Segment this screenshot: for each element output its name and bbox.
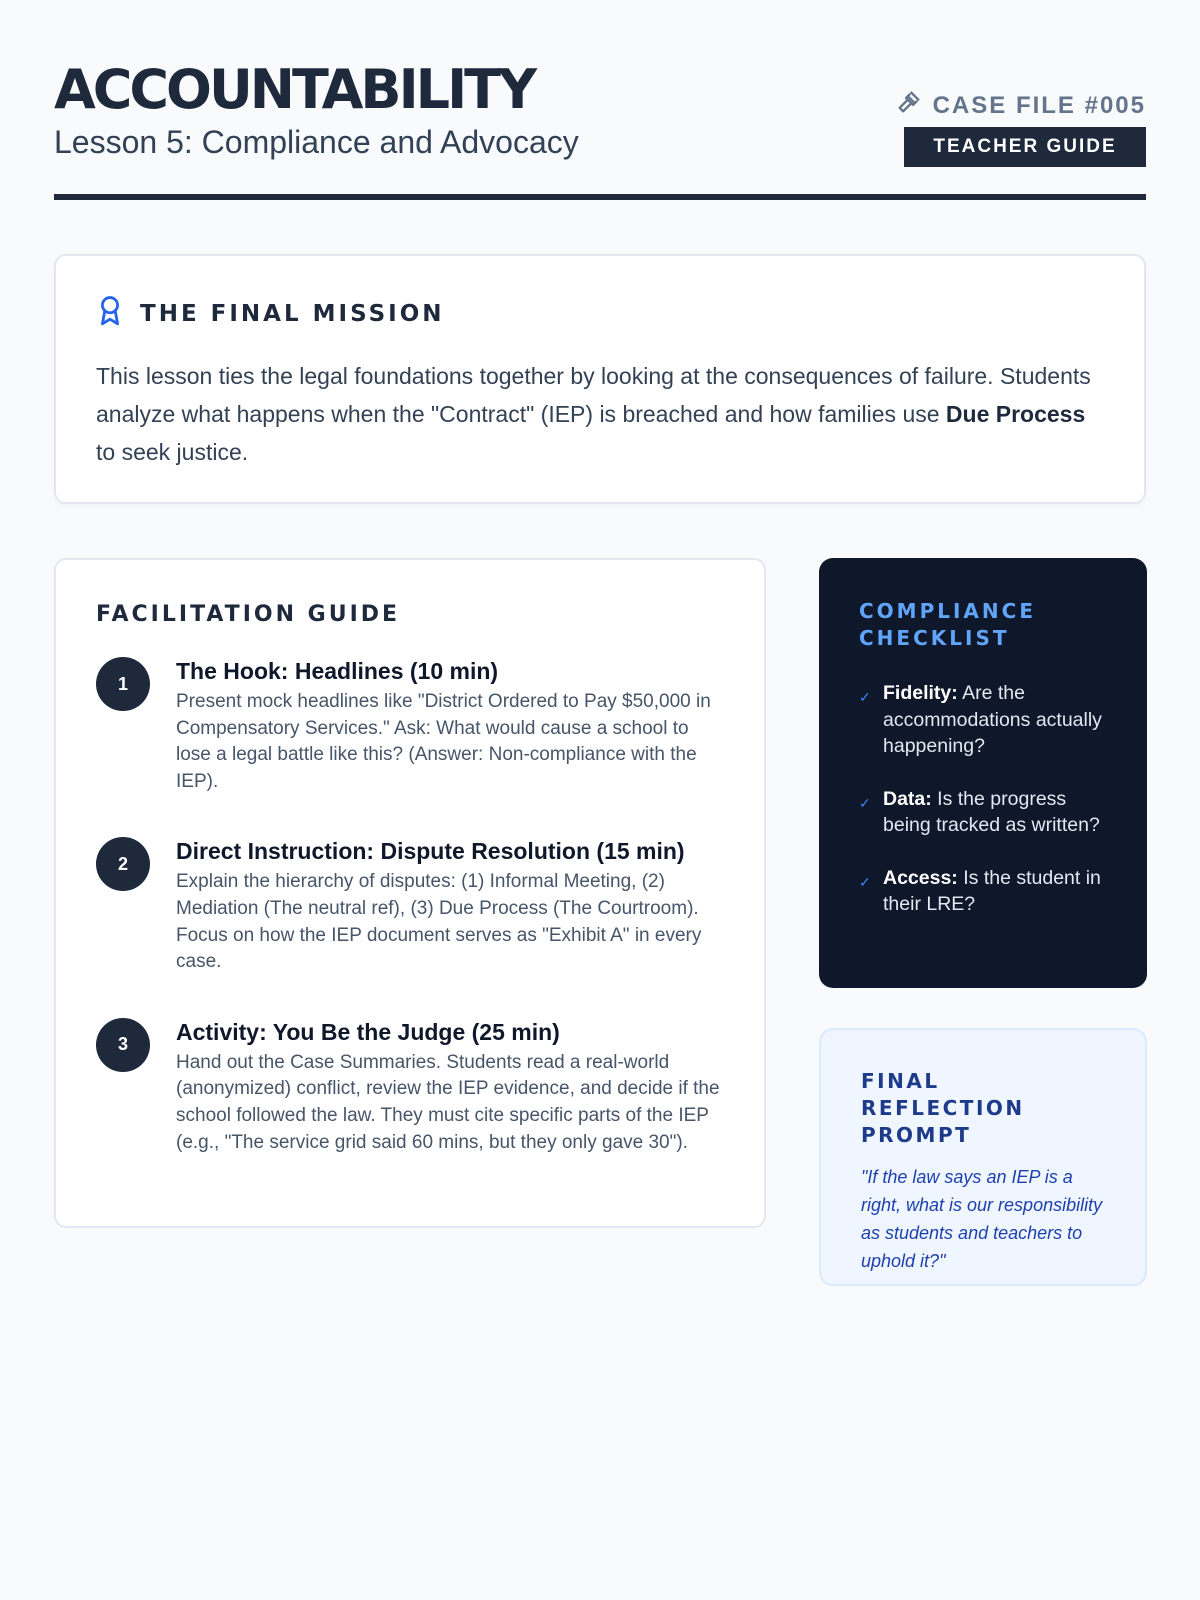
facilitation-step	[96, 657, 724, 795]
case-file-label	[895, 88, 1146, 123]
facilitation-title: FACILITATION GUIDE	[96, 602, 401, 627]
step-description: Hand out the Case Summaries. Students read a real-world (anonymized) conflict, review the IEP evidence, and decide if the school followed the law. They must cite specific parts of the IEP (e.g., "The service grid said 60 mins, but they only gave 30").	[176, 1051, 720, 1153]
checklist-item-text	[883, 865, 1107, 918]
step-title: Direct Instruction: Dispute Resolution (15 min)	[176, 838, 685, 865]
checklist-term: Fidelity:	[883, 682, 958, 704]
mission-text-end: to seek justice.	[96, 439, 249, 465]
checklist-description: Is the student in their LRE?	[883, 866, 1101, 915]
reflection-prompt: "If the law says an IEP is a right, what is our responsibility as students and teachers to uphold it?"	[861, 1167, 1103, 1271]
checklist-item-text	[883, 680, 1107, 760]
step-description: Present mock headlines like "District Ordered to Pay $50,000 in Compensatory Services." Ask: What would cause a school to lose a legal battle like this? (Answer: Non-compliance with the IEP).	[176, 691, 711, 792]
case-file-number: CASE FILE #005	[932, 91, 1146, 119]
checklist-title: COMPLIANCE CHECKLIST	[859, 599, 1036, 650]
step-title: Activity: You Be the Judge (25 min)	[176, 1018, 560, 1045]
mission-text	[96, 357, 1104, 471]
step-description: Explain the hierarchy of disputes: (1) Informal Meeting, (2) Mediation (The neutral ref), (3) Due Process (The Courtroom). Focus on how the IEP document serves as "Exhibit A" in every case.	[176, 871, 702, 973]
gavel-icon	[895, 88, 923, 123]
facilitation-guide-card	[54, 558, 766, 1228]
checklist-description: Is the progress being tracked as written?	[883, 787, 1100, 836]
checklist-item-text	[883, 786, 1107, 839]
step-number: 2	[96, 837, 150, 891]
check-icon: ✓	[859, 689, 871, 705]
header	[54, 60, 1146, 200]
facilitation-step	[96, 837, 724, 975]
checklist-item	[859, 865, 1107, 918]
step-title: The Hook: Headlines (10 min)	[176, 658, 499, 684]
mission-text-intro: This lesson ties the legal foundations together by looking at the consequences of failure. Students analyze what happens when the "Contract" (IEP) is breached and how families use	[96, 363, 1091, 427]
page-subtitle: Lesson 5: Compliance and Advocacy	[54, 124, 579, 160]
mission-card	[54, 254, 1146, 504]
checklist-description: Are the accommodations actually happening?	[883, 682, 1102, 757]
checklist-term: Access:	[883, 866, 958, 889]
facilitation-step	[96, 1018, 724, 1156]
mission-header	[96, 294, 1104, 333]
mission-title: THE FINAL MISSION	[140, 300, 445, 327]
step-number: 3	[96, 1018, 150, 1072]
checklist-term: Data:	[883, 787, 932, 810]
page-title: ACCOUNTABILITY	[54, 58, 535, 121]
check-icon: ✓	[859, 794, 871, 811]
mission-text-emphasis: Due Process	[945, 401, 1086, 427]
final-reflection-card	[819, 1028, 1147, 1286]
step-number: 1	[96, 657, 150, 711]
reflection-title: FINAL REFLECTION PROMPT	[861, 1069, 1025, 1147]
teacher-guide-badge: TEACHER GUIDE	[904, 127, 1146, 167]
compliance-checklist-card	[819, 558, 1147, 988]
award-ribbon-icon	[96, 294, 124, 333]
checklist-item	[859, 680, 1107, 760]
checklist-item	[859, 786, 1107, 839]
check-icon: ✓	[859, 873, 871, 890]
